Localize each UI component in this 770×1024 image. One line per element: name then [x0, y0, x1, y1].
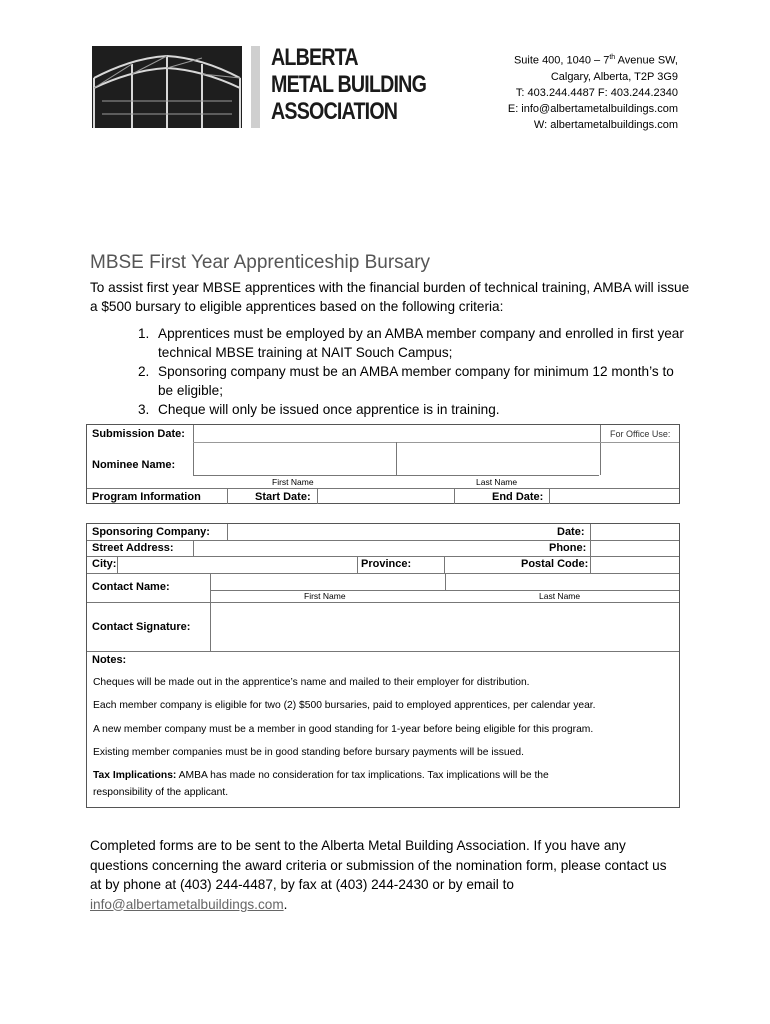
- street-address-field[interactable]: [195, 541, 535, 555]
- criteria-list: [138, 324, 688, 419]
- nominee-first-name-field[interactable]: [195, 444, 394, 474]
- col-divider: [549, 488, 550, 504]
- contact-signature-field[interactable]: [212, 603, 679, 650]
- contact-first-name-caption: First Name: [304, 591, 346, 601]
- col-divider: [396, 442, 397, 475]
- tax-implications-note: Tax Implications: AMBA has made no consideration for tax implications. Tax implications will be the: [93, 770, 549, 781]
- program-information-label: Program Information: [92, 491, 201, 503]
- submission-date-label: Submission Date:: [92, 428, 185, 440]
- start-date-label: Start Date:: [255, 491, 311, 503]
- submission-date-field[interactable]: [195, 426, 599, 441]
- note-item: Cheques will be made out in the apprentice’s name and mailed to their employer for distribution.: [93, 677, 530, 688]
- notes-label: Notes:: [92, 654, 127, 666]
- contact-last-name-field[interactable]: [447, 574, 679, 589]
- page-title: MBSE First Year Apprenticeship Bursary: [90, 252, 431, 273]
- office-use-field[interactable]: [602, 444, 679, 474]
- col-divider: [227, 488, 228, 504]
- row-divider: [210, 590, 679, 591]
- end-date-label: End Date:: [492, 491, 544, 503]
- col-divider: [600, 425, 601, 475]
- col-divider: [454, 488, 455, 504]
- province-field[interactable]: [446, 557, 516, 572]
- address-website: W: albertametalbuildings.com: [533, 118, 678, 131]
- note-item: Each member company is eligible for two (2) $500 bursaries, paid to employed apprentices, per calendar year.: [93, 700, 596, 711]
- logo-wordmark: [271, 44, 426, 125]
- city-field[interactable]: [119, 557, 356, 572]
- association-logo-image: [92, 46, 242, 128]
- province-label: Province:: [361, 558, 412, 570]
- nominee-name-label: Nominee Name:: [92, 459, 176, 471]
- row-divider: [193, 442, 679, 443]
- logo-line-2: METAL BUILDING: [271, 71, 427, 98]
- contact-name-label: Contact Name:: [92, 581, 170, 593]
- col-divider: [210, 573, 211, 651]
- last-name-caption: Last Name: [476, 477, 518, 487]
- postal-code-field[interactable]: [592, 557, 679, 572]
- col-divider: [444, 556, 445, 573]
- date-label: Date:: [557, 526, 585, 538]
- contact-signature-label: Contact Signature:: [92, 621, 191, 633]
- col-divider: [590, 524, 591, 573]
- col-divider: [357, 556, 358, 573]
- nominee-form-table: [86, 424, 680, 504]
- date-field[interactable]: [592, 525, 679, 539]
- address-block: [508, 50, 678, 133]
- sponsoring-company-field[interactable]: [229, 525, 539, 539]
- intro-paragraph: To assist first year MBSE apprentices with the financial burden of technical training, AMBA will issue a $500 bursary to eligible apprentices based on the following criteria:: [90, 280, 690, 314]
- office-use-label: For Office Use:: [610, 429, 671, 439]
- first-name-caption: First Name: [272, 477, 314, 487]
- logo-line-1: ALBERTA: [271, 44, 358, 71]
- sponsoring-company-label: Sponsoring Company:: [92, 526, 210, 538]
- col-divider: [193, 540, 194, 556]
- nominee-last-name-field[interactable]: [398, 444, 598, 474]
- phone-label: Phone:: [549, 542, 587, 554]
- tax-implications-note-cont: responsibility of the applicant.: [93, 787, 229, 798]
- address-line-2: Calgary, Alberta, T2P 3G9: [550, 70, 678, 83]
- address-phone-fax: T: 403.244.4487 F: 403.244.2340: [515, 86, 678, 99]
- col-divider: [193, 425, 194, 475]
- city-label: City:: [92, 558, 117, 570]
- criteria-item: 3. Cheque will only be issued once apprentice is in training.: [138, 402, 500, 417]
- criteria-item: 2. Sponsoring company must be an AMBA member company for minimum 12 month’s to be eligible;: [138, 364, 674, 398]
- col-divider: [227, 524, 228, 540]
- contact-first-name-field[interactable]: [212, 574, 444, 589]
- closing-paragraph: Completed forms are to be sent to the Alberta Metal Building Association. If you have any questions concerning the award criteria or submission of the nomination form, please contact us at by phone at (403) 244-4487, by fax at (403) 244-2430 or by email to info@albertametalbuildings.com.: [90, 838, 667, 912]
- col-divider: [317, 488, 318, 504]
- address-email: E: info@albertametalbuildings.com: [507, 102, 678, 115]
- logo-line-3: ASSOCIATION: [271, 98, 398, 125]
- contact-last-name-caption: Last Name: [539, 591, 581, 601]
- row-divider: [87, 651, 679, 652]
- note-item: Existing member companies must be in good standing before bursary payments will be issued.: [93, 747, 524, 758]
- criteria-item: 1. Apprentices must be employed by an AMBA member company and enrolled in first year technical MBSE training at NAIT Souch Campus;: [138, 326, 684, 360]
- start-date-field[interactable]: [319, 489, 453, 504]
- phone-field[interactable]: [592, 541, 679, 555]
- contact-email-link[interactable]: info@albertametalbuildings.com: [90, 896, 284, 912]
- row-divider: [193, 475, 599, 476]
- address-line-1: Suite 400, 1040 – 7th Avenue SW,: [513, 54, 678, 67]
- sponsor-form-table: [86, 523, 680, 808]
- postal-code-label: Postal Code:: [521, 558, 589, 570]
- street-address-label: Street Address:: [92, 542, 174, 554]
- logo-divider: [251, 46, 260, 128]
- col-divider: [445, 573, 446, 590]
- note-item: A new member company must be a member in good standing for 1-year before being eligible for this program.: [93, 724, 594, 735]
- end-date-field[interactable]: [551, 489, 679, 504]
- col-divider: [117, 556, 118, 573]
